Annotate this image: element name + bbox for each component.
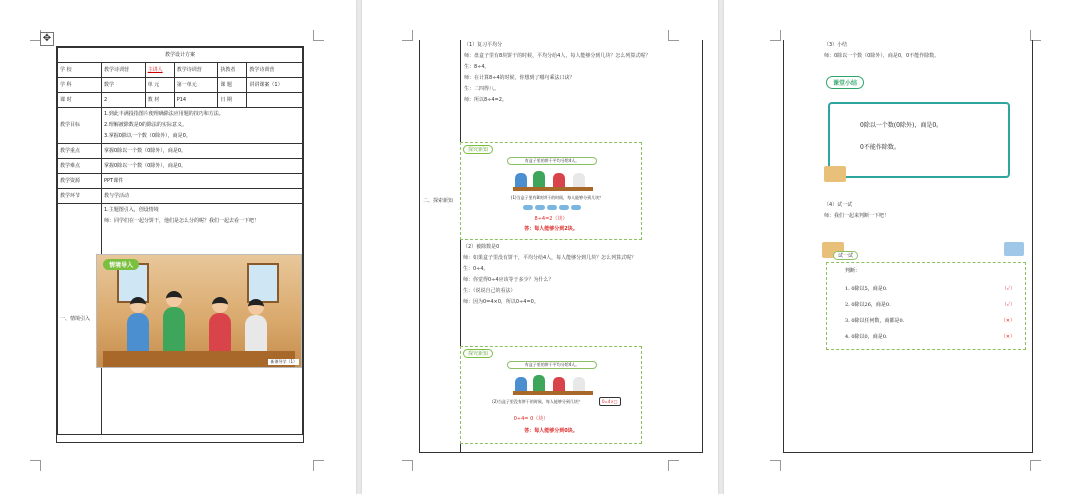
cell: P14 xyxy=(174,93,218,108)
box-heading: 有盒子里的饼干平均分给4人。 xyxy=(507,361,597,369)
cell: 讲讲课案（1） xyxy=(247,78,303,93)
cell: 执教者 xyxy=(218,63,247,78)
students-illustration xyxy=(513,169,593,191)
summary-badge: 课堂小结 xyxy=(826,76,864,89)
cell: 教学环节 xyxy=(58,189,102,204)
cell: 教学诗训营 xyxy=(247,63,303,78)
cell: 掌握0除以一个数（0除外），商是0。 xyxy=(101,159,302,174)
box-equation: 8÷4=2（块） xyxy=(534,216,568,222)
list-item: 4. 0除以0，商是0. （✕） xyxy=(845,334,1015,340)
table-row xyxy=(58,159,303,174)
table-row xyxy=(58,93,303,108)
crop-mark xyxy=(313,460,324,471)
lesson-plan-table xyxy=(56,46,304,443)
student-figure xyxy=(209,313,231,353)
cell: 掌握0除以一个数（0除外），商是0。 xyxy=(101,144,302,159)
hint-tag: 0=4×□ xyxy=(599,397,621,406)
paragraph: 师：你觉得0÷4应该等于多少？为什么？ xyxy=(463,277,554,283)
cell: 教学重点 xyxy=(58,144,102,159)
list-item: 3. 0除以任何数，商都是0. （✕） xyxy=(845,318,1015,324)
box-heading: 有盒子里的饼干平均分给4人。 xyxy=(507,157,597,165)
crop-mark xyxy=(668,460,679,471)
section-column xyxy=(420,40,461,452)
window-shape xyxy=(247,263,279,303)
box-question: (1)当盒子里有8块饼干的时候，每人能够分到几块？ xyxy=(510,195,604,200)
paragraph: 师：所以8÷4=2。 xyxy=(464,97,507,103)
cell: 数学 xyxy=(101,78,145,93)
box-answer: 答：每人能够分到2块。 xyxy=(524,226,578,232)
section-label: 一、情境引入 xyxy=(58,204,102,435)
paragraph: 师：盘盒子里有8块饼干的时候，平均分给4人，每人能够分到几块？怎么列算式呢？ xyxy=(464,53,651,59)
table-row xyxy=(58,108,303,144)
students-illustration xyxy=(513,373,593,395)
goal-line: 1.到此丰满投指图片便理确除法应用题的技巧和方法。 xyxy=(103,111,224,117)
cell xyxy=(247,93,303,108)
paragraph: 生：0÷4。 xyxy=(463,266,489,272)
subheading: （1）复习平均分 xyxy=(464,42,503,48)
cell: 学 科 xyxy=(58,78,102,93)
document-page-2 xyxy=(362,0,718,494)
table-row xyxy=(58,63,303,78)
paragraph: 师：因为0=4×0，所以0÷4=0。 xyxy=(463,299,539,305)
document-page-1 xyxy=(0,0,356,494)
list-item: 2. 0除以26，商是0. （✓） xyxy=(845,302,1015,308)
cell: 课 题 xyxy=(218,78,247,93)
section-body-2 xyxy=(463,242,695,308)
book-icon xyxy=(824,166,846,182)
cell: 教学诗训营 xyxy=(174,63,218,78)
section-body xyxy=(824,40,1024,62)
cell: 教 材 xyxy=(145,93,174,108)
cell: 学 校 xyxy=(58,63,102,78)
cell: 教学诗训营 xyxy=(101,63,145,78)
section-body-2 xyxy=(824,200,1024,222)
cell: 2 xyxy=(101,93,145,108)
cell: 课 时 xyxy=(58,93,102,108)
paragraph: 师：我们一起来判断一下吧！ xyxy=(824,213,890,219)
summary-box xyxy=(828,102,1010,178)
cell: 主讲人 xyxy=(145,63,174,78)
crop-mark xyxy=(770,460,781,471)
book-icon xyxy=(1004,242,1024,256)
student-figure xyxy=(163,307,185,353)
goal-line: 2.理解被除数是0的除法的实际意义。 xyxy=(103,122,187,128)
paragraph: 师：在计算8÷4的时候，你想到了哪句乘法口诀？ xyxy=(464,75,575,81)
explore-box-1 xyxy=(460,142,642,240)
paragraph: 师：如果盒子里没有饼干，平均分给4人，每人能够分到几块？怎么列算式呢？ xyxy=(463,255,637,261)
cookie-row xyxy=(523,205,581,210)
judge-list xyxy=(845,281,1015,345)
image-caption: 新课导学（1） xyxy=(270,359,297,364)
subheading: （2）被除数是0 xyxy=(463,244,500,250)
desk-shape xyxy=(103,351,295,367)
crop-mark xyxy=(402,30,413,41)
classroom-illustration xyxy=(96,254,302,368)
crop-mark xyxy=(402,460,413,471)
cell: 第一单元 xyxy=(174,78,218,93)
paragraph: 生：8÷4。 xyxy=(464,64,490,70)
paragraph: 生：二四得八。 xyxy=(464,86,500,92)
table-move-handle-icon[interactable]: ✥ xyxy=(40,32,54,46)
table-row xyxy=(58,174,303,189)
list-item: 1. 0除以5，商是0. （✓） xyxy=(845,286,1015,292)
box-answer: 答：每人能够分到0块。 xyxy=(524,428,578,434)
practice-box xyxy=(826,253,1026,350)
explore-box-2 xyxy=(460,346,642,444)
explore-badge: 探究新知 xyxy=(463,145,493,154)
judge-label: 判断： xyxy=(845,268,861,274)
cell: 日 期 xyxy=(218,93,247,108)
cell: 教学目标 xyxy=(58,108,102,144)
crop-mark xyxy=(770,30,781,41)
subheading: （3）小结 xyxy=(824,42,848,48)
student-figure xyxy=(245,315,267,353)
table-row xyxy=(58,144,303,159)
explore-badge: 探究新知 xyxy=(463,349,493,358)
table-row xyxy=(58,189,303,204)
subheading: （4）试一试 xyxy=(824,202,853,208)
crop-mark xyxy=(30,460,41,471)
paragraph: 师：0除以一个数（0除外），商是0，0不能作除数。 xyxy=(824,53,940,59)
summary-line: 0除以一个数(0除外)，商是0。 xyxy=(860,122,943,129)
box-equation: 0÷4= 0（块） xyxy=(513,416,549,422)
cell: PPT课件 xyxy=(101,174,302,189)
cell xyxy=(101,108,302,144)
intro-line: 1.主题图引入，创设情境 xyxy=(103,207,159,213)
cell: 教与学活动 xyxy=(101,189,302,204)
summary-line: 0不能作除数。 xyxy=(860,144,900,151)
cell: 教学难点 xyxy=(58,159,102,174)
crop-mark xyxy=(1030,460,1041,471)
table-row xyxy=(58,78,303,93)
student-figure xyxy=(127,313,149,353)
crop-mark xyxy=(313,30,324,41)
section-label: 二、探索新知 xyxy=(423,198,454,204)
situation-badge: 情境导入 xyxy=(103,259,139,270)
intro-line: 师：同学们在一起分饼干，他们是怎么分的呢？我们一起去看一下吧！ xyxy=(103,218,259,224)
practice-badge: 试一试 xyxy=(833,251,858,260)
paragraph: 生：（说说自己的看法） xyxy=(463,288,516,294)
cell: 单 元 xyxy=(145,78,174,93)
cell: 教学资源 xyxy=(58,174,102,189)
table-title: 教学设计方案 xyxy=(58,48,303,63)
section-body xyxy=(464,40,696,106)
goal-line: 3.掌握0除以一个数（0除外），商是0。 xyxy=(103,133,191,139)
box-question: (2)当盒子里没有饼干的时候，每人能够分到几块？ xyxy=(492,399,582,404)
